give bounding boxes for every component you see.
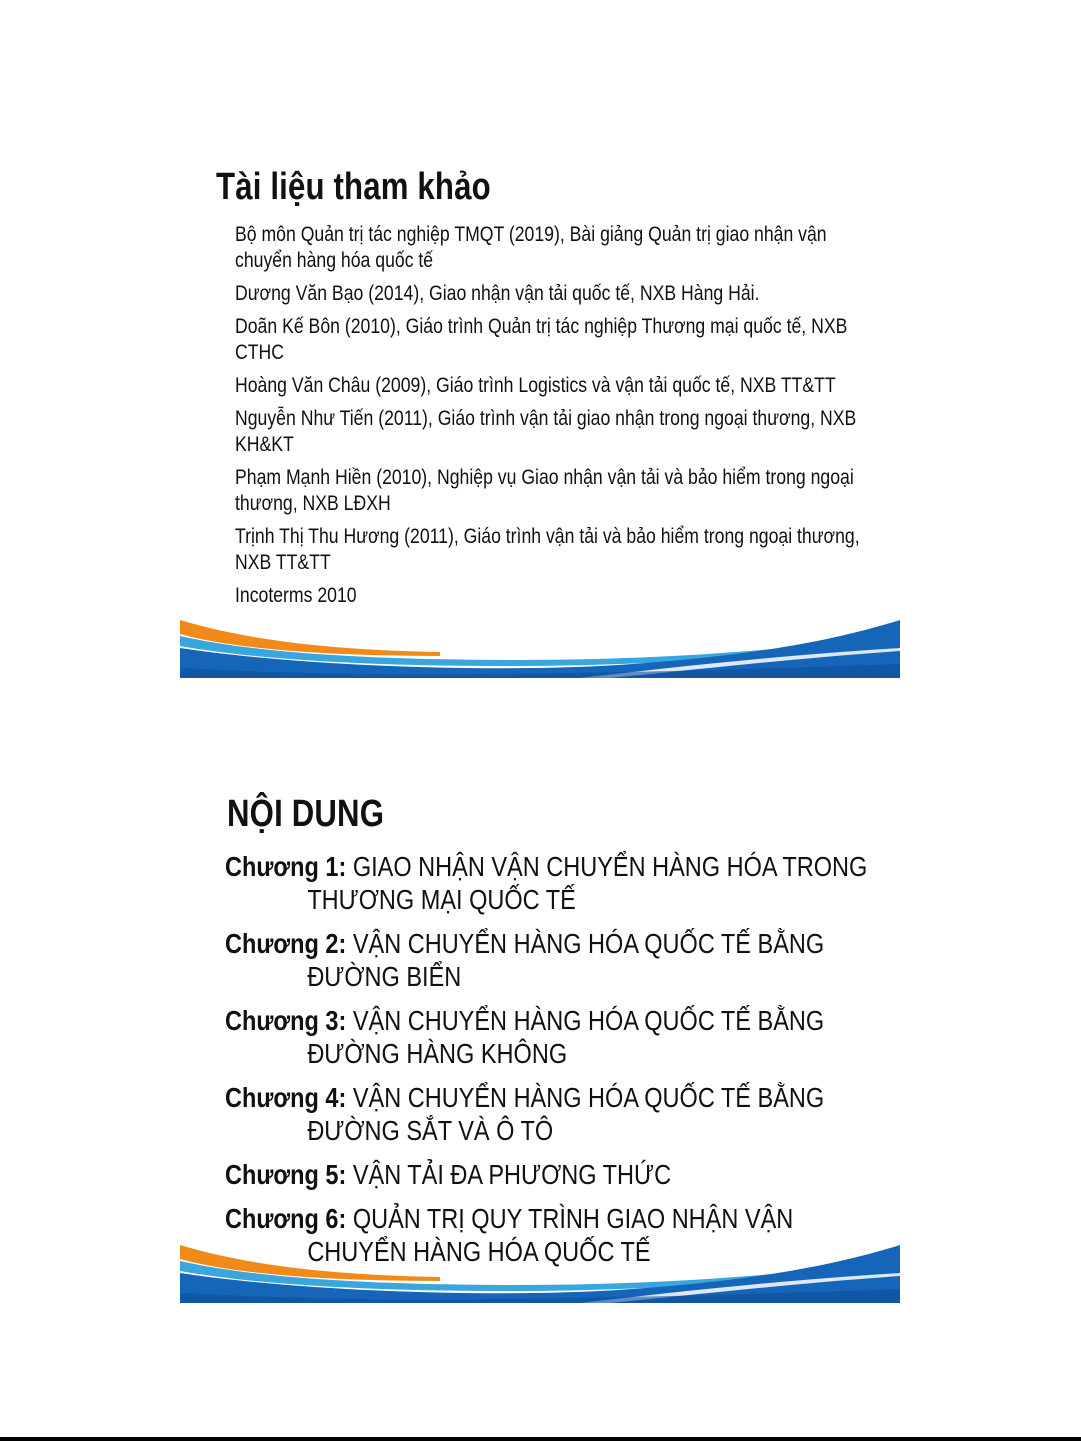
chapter-label: Chương 2: bbox=[225, 928, 347, 959]
chapter-label: Chương 1: bbox=[225, 851, 347, 882]
chapter-item bbox=[225, 850, 897, 916]
chapter-text: VẬN CHUYỂN HÀNG HÓA QUỐC TẾ BẰNG ĐƯỜNG HÀNG KHÔNG bbox=[307, 1005, 825, 1069]
references-slide bbox=[180, 160, 900, 678]
chapter-label: Chương 5: bbox=[225, 1159, 347, 1190]
reference-item: Bộ môn Quản trị tác nghiệp TMQT (2019), Bài giảng Quản trị giao nhận vận chuyển hàng hóa quốc tế bbox=[235, 223, 827, 272]
chapter-item bbox=[225, 1081, 897, 1147]
chapter-text: GIAO NHẬN VẬN CHUYỂN HÀNG HÓA TRONG THƯƠNG MẠI QUỐC TẾ bbox=[307, 851, 868, 915]
chapter-label: Chương 3: bbox=[225, 1005, 347, 1036]
chapter-text: VẬN CHUYỂN HÀNG HÓA QUỐC TẾ BẰNG ĐƯỜNG SẮT VÀ Ô TÔ bbox=[307, 1082, 825, 1146]
reference-item: Doãn Kế Bôn (2010), Giáo trình Quản trị tác nghiệp Thương mại quốc tế, NXB CTHC bbox=[235, 315, 848, 364]
slide-footer-swoosh bbox=[180, 1245, 900, 1303]
chapter-text: QUẢN TRỊ QUY TRÌNH GIAO NHẬN VẬN CHUYỂN HÀNG HÓA QUỐC TẾ bbox=[307, 1203, 794, 1267]
reference-item: Phạm Mạnh Hiền (2010), Nghiệp vụ Giao nhận vận tải và bảo hiểm trong ngoại thương, NXB LĐXH bbox=[235, 466, 854, 515]
reference-item: Trịnh Thị Thu Hương (2011), Giáo trình vận tải và bảo hiểm trong ngoại thương, NXB TT&TT bbox=[235, 525, 860, 574]
chapter-item bbox=[225, 927, 897, 993]
reference-item: Nguyễn Như Tiến (2011), Giáo trình vận tải giao nhận trong ngoại thương, NXB KH&KT bbox=[235, 407, 857, 456]
chapter-label: Chương 6: bbox=[225, 1203, 347, 1234]
contents-title: NỘI DUNG bbox=[227, 793, 385, 835]
reference-item: Hoàng Văn Châu (2009), Giáo trình Logistics và vận tải quốc tế, NXB TT&TT bbox=[235, 374, 836, 397]
reference-list bbox=[235, 222, 873, 616]
contents-slide bbox=[180, 785, 900, 1303]
chapter-text: VẬN TẢI ĐA PHƯƠNG THỨC bbox=[352, 1159, 672, 1190]
chapter-list bbox=[225, 850, 897, 1279]
chapter-text: VẬN CHUYỂN HÀNG HÓA QUỐC TẾ BẰNG ĐƯỜNG BIỂN bbox=[307, 928, 825, 992]
chapter-label: Chương 4: bbox=[225, 1082, 347, 1113]
reference-item: Incoterms 2010 bbox=[235, 584, 357, 607]
slide-footer-swoosh bbox=[180, 620, 900, 678]
reference-item: Dương Văn Bạo (2014), Giao nhận vận tải quốc tế, NXB Hàng Hải. bbox=[235, 282, 760, 305]
references-title: Tài liệu tham khảo bbox=[216, 166, 491, 208]
chapter-item bbox=[225, 1158, 897, 1191]
page-bottom-rule bbox=[0, 1437, 1081, 1441]
chapter-item bbox=[225, 1004, 897, 1070]
